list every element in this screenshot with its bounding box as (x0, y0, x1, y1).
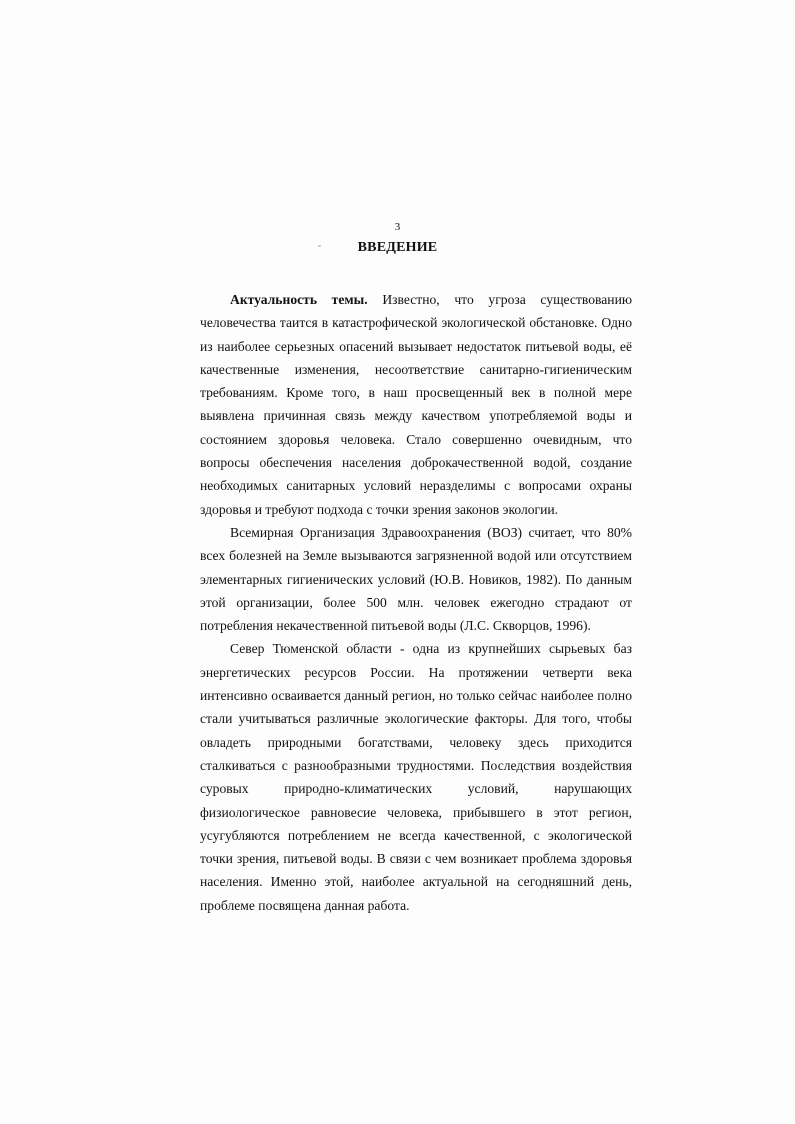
paragraph-tyumen (200, 637, 632, 917)
paragraph-who (200, 521, 632, 637)
page-number: 3 (394, 221, 401, 233)
paragraph-lead: Актуальность темы. (230, 292, 368, 307)
body-text (200, 288, 632, 917)
paragraph-text: Всемирная Организация Здравоохранения (ВОЗ) считает, что 80% всех болезней на Земле вызываются загрязненной водой или отсутствием элементарных гигиенических условий (Ю.В. Новиков, 1982). По данным этой организации, более 500 млн. человек ежегодно страдают от потребления некачественной питьевой воды (Л.С. Скворцов, 1996). (200, 524, 632, 634)
paragraph-relevance (200, 288, 632, 521)
paragraph-text: Известно, что угроза существованию человечества таится в катастрофической экологической обстановке. Одно из наиболее серьезных опасений вызывает недостаток питьевой воды, её качественные изменения, несоответствие санитарно-гигиеническим требованиям. Кроме того, в наш просвещенный век в полной мере выявлена причинная связь между качеством употребляемой воды и состоянием здоровья человека. Стало совершенно очевидным, что вопросы обеспечения населения доброкачественной водой, создание необходимых санитарных условий неразделимы с вопросами охраны здоровья и требуют подхода с точки зрения законов экологии. (200, 292, 632, 517)
section-heading: ВВЕДЕНИЕ (357, 240, 438, 255)
paragraph-text: Север Тюменской области - одна из крупнейших сырьевых баз энергетических ресурсов России. На протяжении четверти века интенсивно осваивается данный регион, но только сейчас наиболее полно стали учитываться различные экологические факторы. Для того, чтобы овладеть природными богатствами, человеку здесь приходится сталкиваться с разнообразными трудностями. Последствия воздействия суровых природно-климатических условий, нарушающих физиологическое равновесие человека, прибывшего в этот регион, усугубляются потреблением не всегда качественной, с экологической точки зрения, питьевой воды. В связи с чем возникает проблема здоровья населения. Именно этой, наиболее актуальной на сегодняшний день, проблеме посвящена данная работа. (200, 641, 632, 913)
